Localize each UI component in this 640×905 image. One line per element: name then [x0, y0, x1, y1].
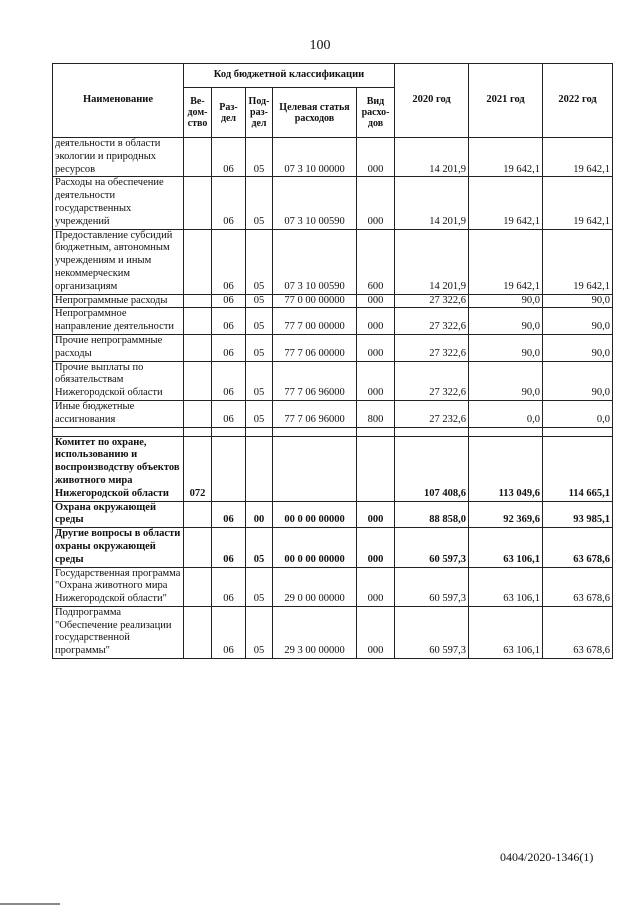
row-2022: 90,0: [543, 334, 613, 361]
header-2022: 2022 год: [543, 64, 613, 138]
row-vedomstvo: [184, 308, 212, 335]
row-name: Охрана окружающей среды: [53, 501, 184, 528]
row-podrazdel: 05: [246, 308, 273, 335]
row-name: Подпрограмма "Обеспечение реализации государственной программы": [53, 606, 184, 658]
row-razdel: 06: [212, 308, 246, 335]
row-2022: 90,0: [543, 308, 613, 335]
header-podrazdel: Под-раз-дел: [246, 88, 273, 138]
row-vid: 000: [357, 501, 395, 528]
row-tselevaya: [273, 436, 357, 501]
row-name: Предоставление субсидий бюджетным, автономным учреждениям и иным некоммерческим организациям: [53, 229, 184, 294]
header-name: Наименование: [53, 64, 184, 138]
row-2022: 19 642,1: [543, 138, 613, 177]
row-podrazdel: 05: [246, 400, 273, 427]
table-body: [53, 138, 613, 659]
row-vedomstvo: [184, 138, 212, 177]
table-row: [53, 436, 613, 501]
row-2020: 14 201,9: [395, 229, 469, 294]
row-2020: 60 597,3: [395, 606, 469, 658]
row-2021: 19 642,1: [469, 138, 543, 177]
row-vid: 000: [357, 138, 395, 177]
header-2020: 2020 год: [395, 64, 469, 138]
row-podrazdel: 00: [246, 501, 273, 528]
row-2022: 114 665,1: [543, 436, 613, 501]
row-razdel: 06: [212, 528, 246, 567]
row-2022: 0,0: [543, 400, 613, 427]
spacer-cell: [184, 427, 212, 436]
row-name: Другие вопросы в области охраны окружающей среды: [53, 528, 184, 567]
row-2020: 27 322,6: [395, 294, 469, 308]
row-2021: 90,0: [469, 334, 543, 361]
row-2020: 14 201,9: [395, 177, 469, 229]
table-row: [53, 229, 613, 294]
row-vid: 000: [357, 606, 395, 658]
row-vedomstvo: [184, 528, 212, 567]
row-2021: 63 106,1: [469, 567, 543, 606]
row-vid: 000: [357, 528, 395, 567]
row-2020: 27 322,6: [395, 334, 469, 361]
row-tselevaya: 00 0 00 00000: [273, 501, 357, 528]
row-name: Комитет по охране, использованию и воспроизводству объектов животного мира Нижегородской области: [53, 436, 184, 501]
row-podrazdel: [246, 436, 273, 501]
row-tselevaya: 07 3 10 00000: [273, 138, 357, 177]
spacer-cell: [469, 427, 543, 436]
row-vedomstvo: [184, 177, 212, 229]
row-vid: 000: [357, 308, 395, 335]
table-row: [53, 308, 613, 335]
row-vid: 000: [357, 177, 395, 229]
row-vid: 000: [357, 567, 395, 606]
table-row: [53, 400, 613, 427]
row-razdel: 06: [212, 606, 246, 658]
row-razdel: [212, 436, 246, 501]
row-2020: 27 322,6: [395, 361, 469, 400]
header-vid: Вид расхо-дов: [357, 88, 395, 138]
row-vid: 600: [357, 229, 395, 294]
row-2021: 63 106,1: [469, 528, 543, 567]
table-row: [53, 334, 613, 361]
row-name: Иные бюджетные ассигнования: [53, 400, 184, 427]
row-2020: 60 597,3: [395, 567, 469, 606]
row-razdel: 06: [212, 501, 246, 528]
spacer-cell: [543, 427, 613, 436]
row-vid: [357, 436, 395, 501]
row-vid: 000: [357, 334, 395, 361]
row-razdel: 06: [212, 138, 246, 177]
document-code: 0404/2020-1346(1): [500, 850, 594, 864]
row-podrazdel: 05: [246, 229, 273, 294]
row-razdel: 06: [212, 567, 246, 606]
header-code-group: Код бюджетной классификации: [184, 64, 395, 88]
row-tselevaya: 77 7 06 96000: [273, 361, 357, 400]
row-2021: 92 369,6: [469, 501, 543, 528]
row-2020: 60 597,3: [395, 528, 469, 567]
row-2020: 14 201,9: [395, 138, 469, 177]
row-2021: 0,0: [469, 400, 543, 427]
row-podrazdel: 05: [246, 177, 273, 229]
row-name: Государственная программа "Охрана животного мира Нижегородской области": [53, 567, 184, 606]
row-2021: 19 642,1: [469, 229, 543, 294]
row-razdel: 06: [212, 294, 246, 308]
row-razdel: 06: [212, 400, 246, 427]
table-row: [53, 177, 613, 229]
table-row: [53, 501, 613, 528]
row-2020: 27 322,6: [395, 308, 469, 335]
header-2021: 2021 год: [469, 64, 543, 138]
table-spacer-row: [53, 427, 613, 436]
row-tselevaya: 07 3 10 00590: [273, 177, 357, 229]
row-tselevaya: 00 0 00 00000: [273, 528, 357, 567]
table-row: [53, 361, 613, 400]
row-tselevaya: 77 0 00 00000: [273, 294, 357, 308]
row-podrazdel: 05: [246, 294, 273, 308]
row-podrazdel: 05: [246, 138, 273, 177]
row-tselevaya: 29 3 00 00000: [273, 606, 357, 658]
row-vedomstvo: [184, 229, 212, 294]
row-name: Непрограммное направление деятельности: [53, 308, 184, 335]
table-row: [53, 294, 613, 308]
row-2021: 90,0: [469, 294, 543, 308]
row-podrazdel: 05: [246, 567, 273, 606]
row-tselevaya: 77 7 06 96000: [273, 400, 357, 427]
row-2022: 90,0: [543, 361, 613, 400]
row-name: Непрограммные расходы: [53, 294, 184, 308]
row-vedomstvo: [184, 361, 212, 400]
row-vid: 800: [357, 400, 395, 427]
row-razdel: 06: [212, 334, 246, 361]
row-tselevaya: 29 0 00 00000: [273, 567, 357, 606]
table-row: [53, 606, 613, 658]
row-vedomstvo: [184, 606, 212, 658]
row-2022: 19 642,1: [543, 229, 613, 294]
row-vedomstvo: [184, 501, 212, 528]
row-vedomstvo: [184, 294, 212, 308]
row-2022: 90,0: [543, 294, 613, 308]
table-row: [53, 138, 613, 177]
spacer-cell: [212, 427, 246, 436]
spacer-cell: [357, 427, 395, 436]
row-2022: 93 985,1: [543, 501, 613, 528]
row-2021: 63 106,1: [469, 606, 543, 658]
row-2021: 90,0: [469, 308, 543, 335]
row-2022: 19 642,1: [543, 177, 613, 229]
row-2022: 63 678,6: [543, 606, 613, 658]
header-razdel: Раз-дел: [212, 88, 246, 138]
row-name: Прочие непрограммные расходы: [53, 334, 184, 361]
page-number: 100: [309, 38, 331, 53]
table-row: [53, 567, 613, 606]
row-vedomstvo: [184, 400, 212, 427]
budget-table: [52, 63, 613, 659]
spacer-cell: [53, 427, 184, 436]
row-tselevaya: 77 7 00 00000: [273, 308, 357, 335]
row-2020: 88 858,0: [395, 501, 469, 528]
row-tselevaya: 77 7 06 00000: [273, 334, 357, 361]
header-tselevaya: Целевая статья расходов: [273, 88, 357, 138]
row-2021: 19 642,1: [469, 177, 543, 229]
row-razdel: 06: [212, 361, 246, 400]
row-2022: 63 678,6: [543, 567, 613, 606]
row-name: деятельности в области экологии и природных ресурсов: [53, 138, 184, 177]
spacer-cell: [246, 427, 273, 436]
spacer-cell: [273, 427, 357, 436]
row-razdel: 06: [212, 177, 246, 229]
row-2022: 63 678,6: [543, 528, 613, 567]
row-2021: 90,0: [469, 361, 543, 400]
row-2020: 107 408,6: [395, 436, 469, 501]
row-podrazdel: 05: [246, 606, 273, 658]
row-vedomstvo: [184, 334, 212, 361]
row-podrazdel: 05: [246, 334, 273, 361]
row-name: Прочие выплаты по обязательствам Нижегородской области: [53, 361, 184, 400]
row-podrazdel: 05: [246, 361, 273, 400]
row-2021: 113 049,6: [469, 436, 543, 501]
row-podrazdel: 05: [246, 528, 273, 567]
row-2020: 27 232,6: [395, 400, 469, 427]
row-razdel: 06: [212, 229, 246, 294]
row-vid: 000: [357, 294, 395, 308]
row-vedomstvo: [184, 567, 212, 606]
row-name: Расходы на обеспечение деятельности государственных учреждений: [53, 177, 184, 229]
spacer-cell: [395, 427, 469, 436]
table-row: [53, 528, 613, 567]
row-vedomstvo: 072: [184, 436, 212, 501]
header-vedomstvo: Ве-дом-ство: [184, 88, 212, 138]
row-vid: 000: [357, 361, 395, 400]
row-tselevaya: 07 3 10 00590: [273, 229, 357, 294]
